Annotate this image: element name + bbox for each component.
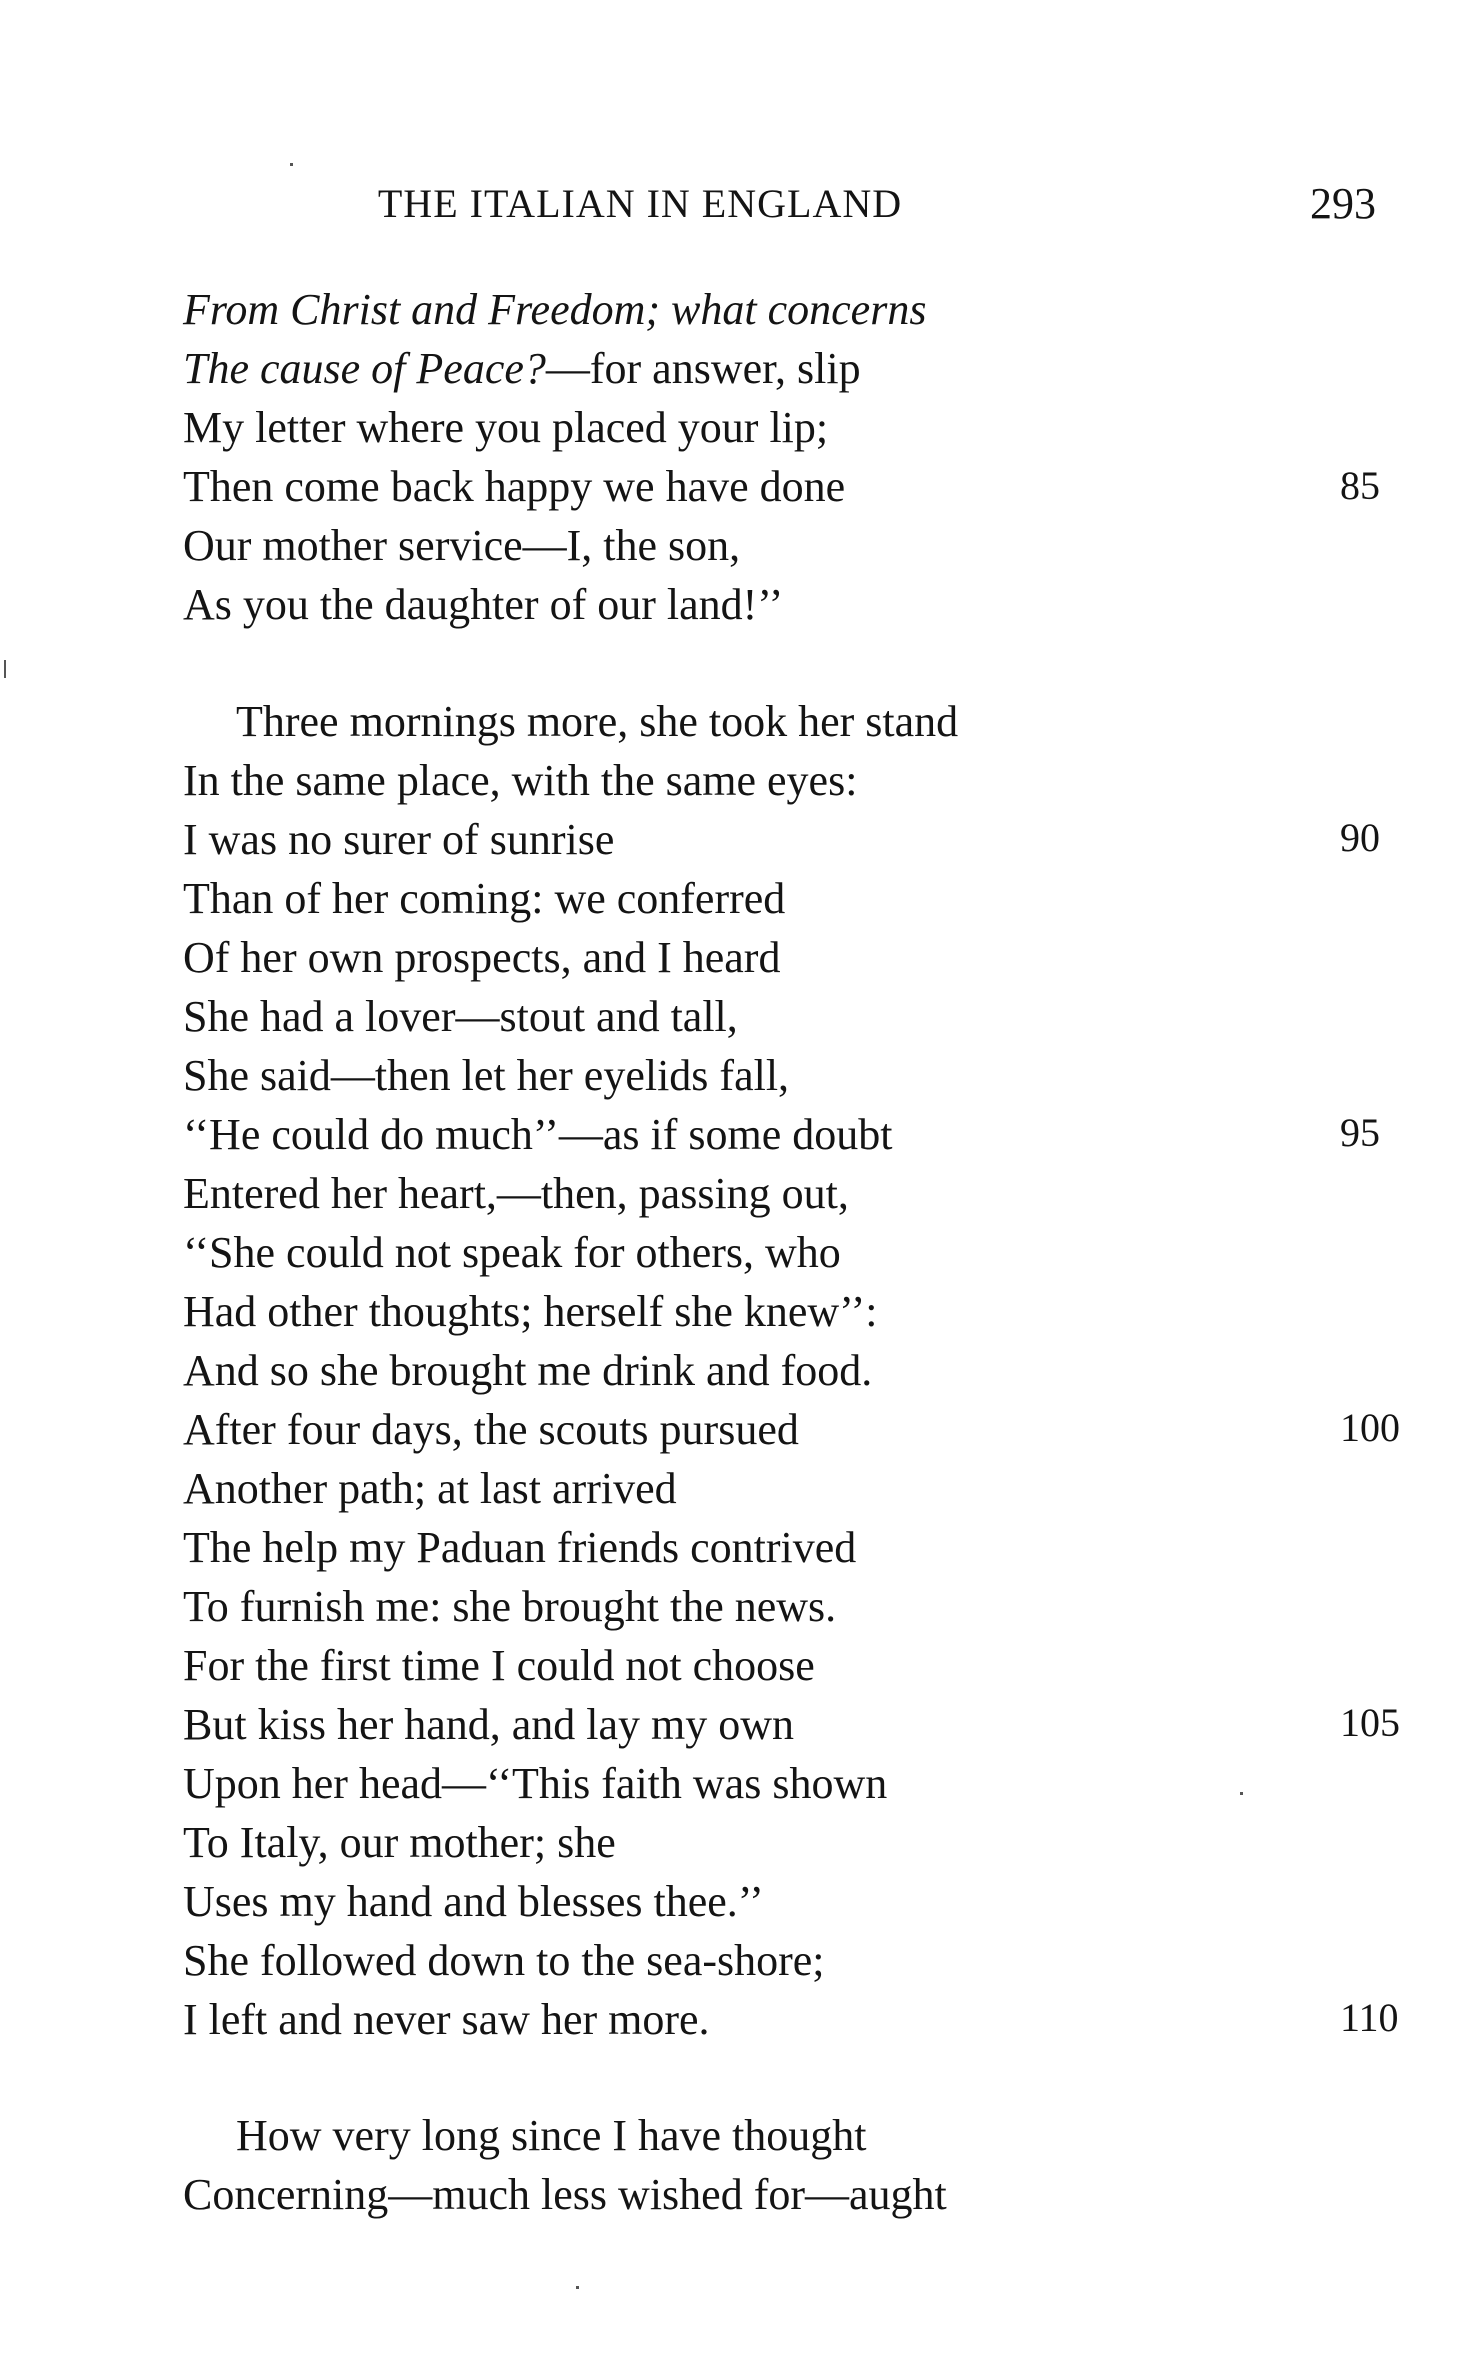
verse-line: For the first time I could not choose	[183, 1641, 815, 1690]
verse-text: Our mother service—I, the son,	[183, 521, 741, 570]
scan-mark	[4, 660, 6, 678]
verse-text: As you the daughter of our land!’’	[183, 580, 784, 629]
verse-line: In the same place, with the same eyes:	[183, 756, 858, 805]
scan-dust	[576, 2286, 579, 2289]
verse-line: ‘‘She could not speak for others, who	[183, 1228, 841, 1277]
line-number: 110	[1340, 1995, 1399, 2040]
line-number: 105	[1340, 1700, 1400, 1745]
verse-line: I was no surer of sunrise	[183, 815, 615, 864]
verse-line: To Italy, our mother; she	[183, 1818, 616, 1867]
verse-line: Concerning—much less wished for—aught	[183, 2170, 947, 2219]
line-number: 100	[1340, 1405, 1400, 1450]
verse-line: But kiss her hand, and lay my own	[183, 1700, 795, 1749]
verse-text: —for answer, slip	[545, 344, 861, 393]
verse-line: Upon her head—‘‘This faith was shown	[183, 1759, 888, 1808]
verse-italic: From Christ and Freedom; what concerns	[183, 285, 927, 334]
line-number: 85	[1340, 463, 1380, 508]
verse-line: I left and never saw her more.	[183, 1995, 710, 2044]
verse-line: Entered her heart,—then, passing out,	[183, 1169, 849, 1218]
verse-line: Of her own prospects, and I heard	[183, 933, 781, 982]
verse-line	[183, 521, 741, 570]
verse-line	[183, 580, 784, 629]
verse-line: She followed down to the sea-shore;	[183, 1936, 825, 1985]
scan-dust	[1240, 1792, 1243, 1795]
verse-line: The help my Paduan friends contrived	[183, 1523, 857, 1572]
verse-line: She had a lover—stout and tall,	[183, 992, 738, 1041]
verse-text: My letter where you placed your lip;	[183, 403, 829, 452]
verse-line: She said—then let her eyelids fall,	[183, 1051, 790, 1100]
verse-line	[183, 462, 846, 511]
scan-dust	[290, 163, 293, 166]
page-header-title: THE ITALIAN IN ENGLAND	[377, 181, 903, 226]
verse-italic: The cause of Peace?	[183, 344, 546, 393]
verse-line: Uses my hand and blesses thee.’’	[183, 1877, 764, 1926]
line-number: 90	[1340, 815, 1380, 860]
verse-line	[183, 403, 829, 452]
verse-line: Had other thoughts; herself she knew’’:	[183, 1287, 878, 1336]
verse-line	[183, 344, 861, 393]
verse-line: And so she brought me drink and food.	[183, 1346, 873, 1395]
verse-line: Another path; at last arrived	[183, 1464, 677, 1513]
verse-line: How very long since I have thought	[236, 2111, 867, 2160]
verse-line: After four days, the scouts pursued	[183, 1405, 799, 1454]
verse-text: Then come back happy we have done	[183, 462, 846, 511]
line-number: 95	[1340, 1110, 1380, 1155]
verse-line: Than of her coming: we conferred	[183, 874, 786, 923]
page-number: 293	[1310, 179, 1376, 228]
verse-line: ‘‘He could do much’’—as if some doubt	[183, 1110, 893, 1159]
verse-line: Three mornings more, she took her stand	[236, 697, 959, 746]
verse-line: To furnish me: she brought the news.	[183, 1582, 837, 1631]
verse-line	[183, 285, 927, 334]
